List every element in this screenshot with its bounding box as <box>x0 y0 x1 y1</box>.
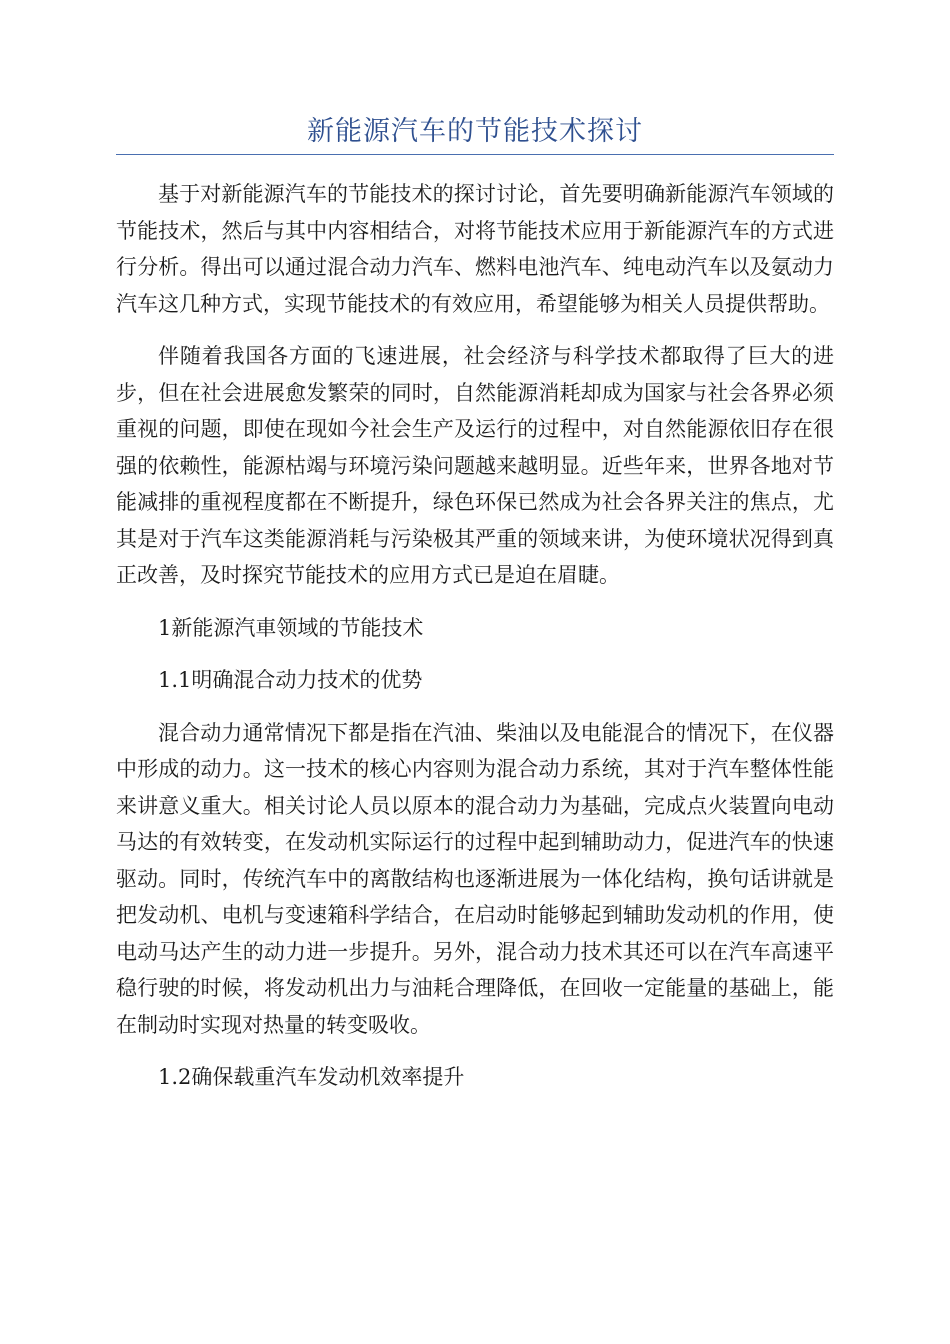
intro-paragraph: 伴随着我国各方面的飞速进展，社会经济与科学技术都取得了巨大的进步，但在社会进展愈发繁荣的同时，自然能源消耗却成为国家与社会各界必须重视的问题，即使在现如今社会生产及运行的过程中，对自然能源依旧存在很强的依赖性，能源枯竭与环境污染问题越来越明显。近些年来，世界各地对节能减排的重视程度都在不断提升，绿色环保已然成为社会各界关注的焦点，尤其是对于汽车这类能源消耗与污染极其严重的领域来讲，为使环境状况得到真正改善，及时探究节能技术的应用方式已是迫在眉睫。 <box>116 344 834 587</box>
title-underline <box>116 154 834 155</box>
document-body <box>116 176 834 1112</box>
section-1-1-paragraph: 混合动力通常情况下都是指在汽油、柴油以及电能混合的情况下，在仪器中形成的动力。这一技术的核心内容则为混合动力系统，其对于汽车整体性能来讲意义重大。相关讨论人员以原本的混合动力为基础，完成点火装置向电动马达的有效转变，在发动机实际运行的过程中起到辅助动力，促进汽车的快速驱动。同时，传统汽车中的离散结构也逐渐进展为一体化结构，换句话讲就是把发动机、电机与变速箱科学结合，在启动时能够起到辅助发动机的作用，使电动马达产生的动力进一步提升。另外，混合动力技术其还可以在汽车高速平稳行驶的时候，将发动机出力与油耗合理降低，在回收一定能量的基础上，能在制动时实现对热量的转变吸收。 <box>116 720 834 1037</box>
abstract-paragraph: 基于对新能源汽车的节能技术的探讨讨论，首先要明确新能源汽车领域的节能技术，然后与其中内容相结合，对将节能技术应用于新能源汽车的方式进行分析。得出可以通过混合动力汽车、燃料电池汽车、纯电动汽车以及氨动力汽车这几种方式，实现节能技术的有效应用，希望能够为相关人员提供帮助。 <box>116 182 834 316</box>
section-heading-1-1: 1.1明确混合动力技术的优势 <box>158 668 423 692</box>
section-heading-1-2: 1.2确保载重汽车发动机效率提升 <box>158 1065 465 1089</box>
document-title: 新能源汽车的节能技术探讨 <box>307 116 643 147</box>
section-heading-1: 1新能源汽車领域的节能技术 <box>158 615 424 640</box>
